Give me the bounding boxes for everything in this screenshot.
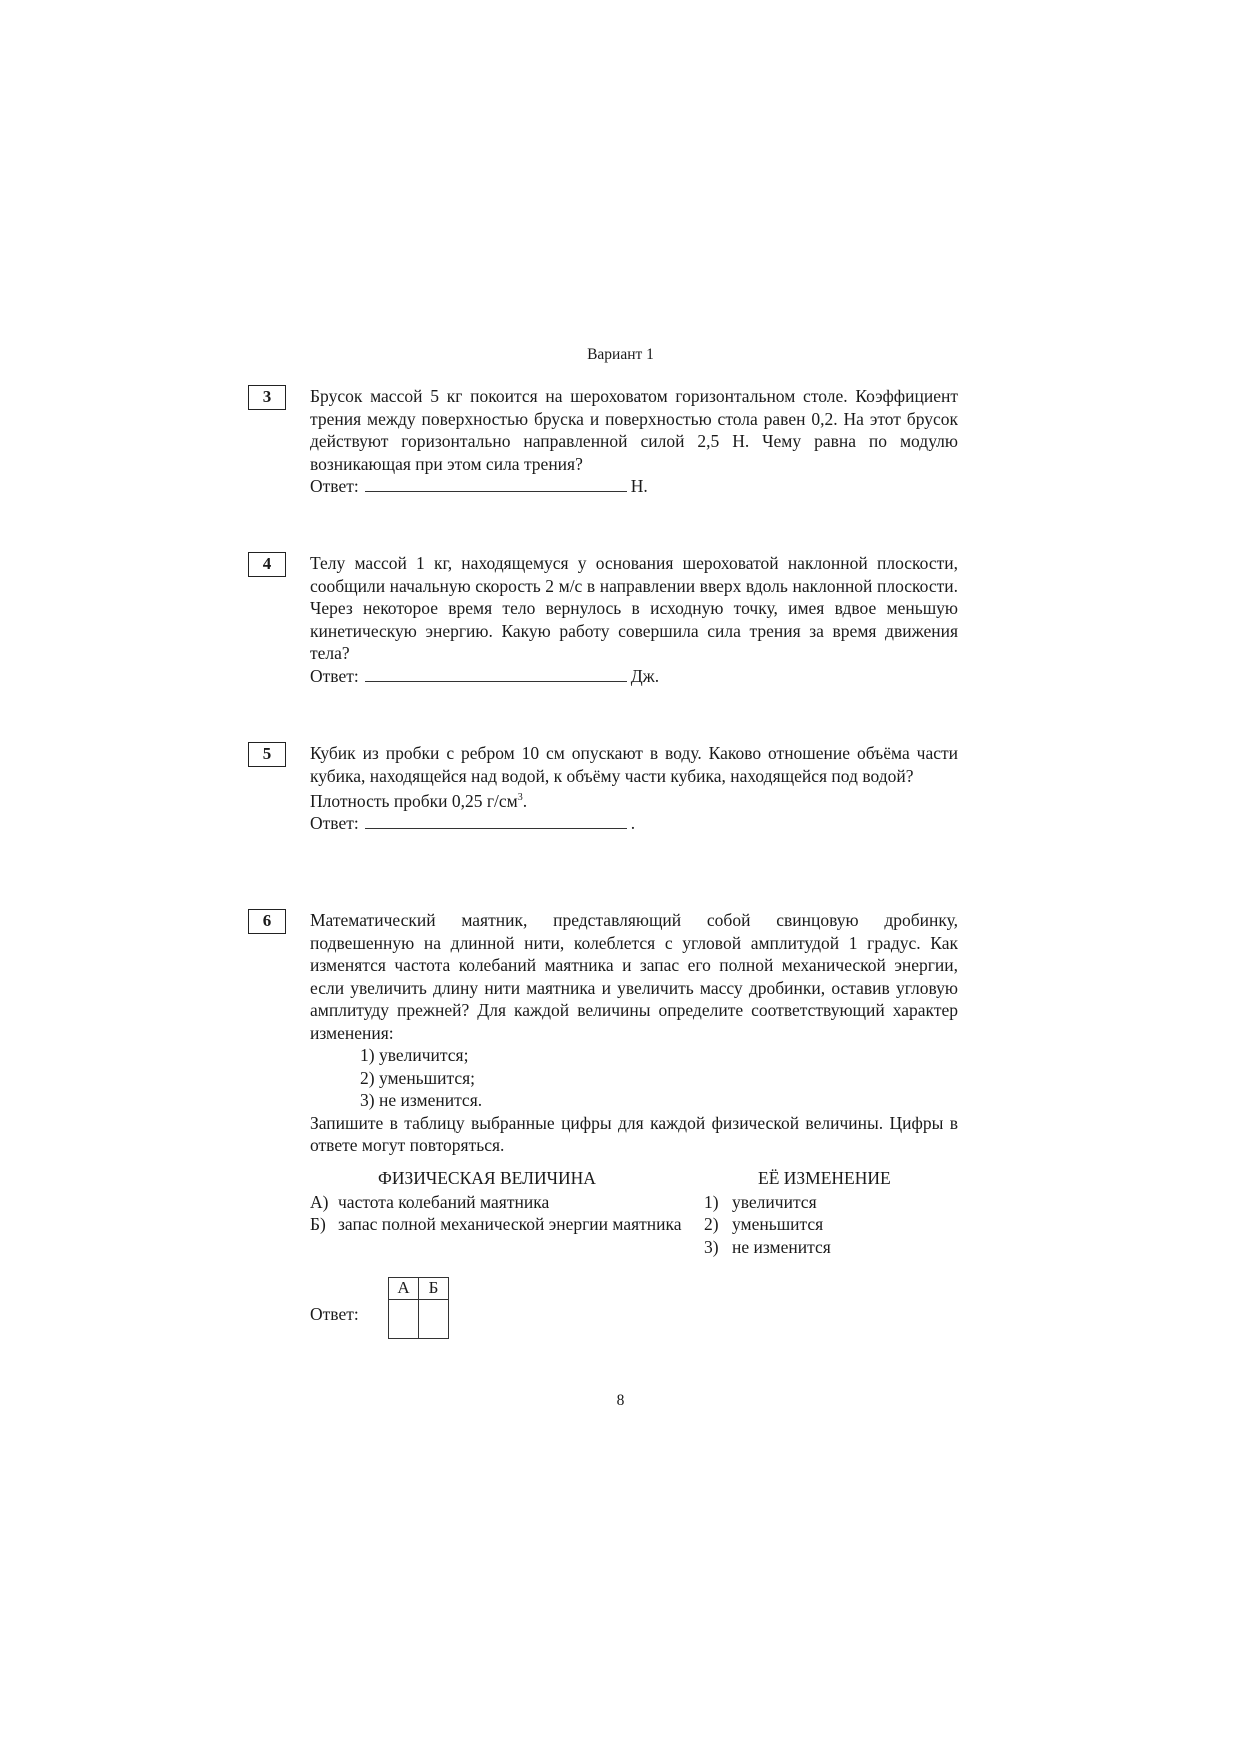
left-column-item (310, 1191, 692, 1214)
item-value: уменьшится (732, 1214, 824, 1234)
task-number: 5 (248, 742, 286, 767)
item-key: А) (310, 1191, 329, 1212)
item-key: 3) (704, 1236, 719, 1257)
task-text: Телу массой 1 кг, находящемуся у основания шероховатой наклонной плоскости, сообщили начальную скорость 2 м/с в направлении вверх вдоль наклонной плоскости. Через некоторое время тело вернулось в исходную точку, имея вдвое меньшую кинетическую энергию. Какую работу совершила сила трения за время движения тела? (310, 553, 958, 663)
right-column-item (704, 1191, 944, 1214)
answer-blank[interactable] (365, 812, 627, 829)
task-6 (248, 909, 958, 1349)
answer-table-header: Б (419, 1277, 449, 1299)
item-value: частота колебаний маятника (338, 1191, 550, 1212)
task-text: Брусок массой 5 кг покоится на шероховатом горизонтальном столе. Коэффициент трения между поверхностью бруска и поверхностью стола равен 0,2. На этот брусок действуют горизонтально направленной силой 2,5 Н. Чему равна по модулю возникающая при этом сила трения? (310, 386, 958, 474)
task-number: 6 (248, 909, 286, 934)
task-4 (248, 552, 958, 687)
answer-blank[interactable] (365, 665, 627, 682)
option-item: 2) уменьшится; (360, 1067, 476, 1088)
answer-label: Ответ: (310, 476, 359, 496)
task-text: Кубик из пробки с ребром 10 см опускают в воду. Каково отношение объёма части кубика, находящейся над водой, к объёму части кубика, находящейся под водой? (310, 743, 958, 786)
item-key: 1) (704, 1191, 719, 1212)
task-3 (248, 385, 958, 498)
item-key: Б) (310, 1214, 326, 1234)
answer-table-row (310, 1277, 958, 1349)
density-end: . (522, 790, 528, 811)
item-value: не изменится (732, 1236, 831, 1257)
option-item: 3) не изменится. (360, 1090, 483, 1110)
density-line (310, 787, 958, 812)
answer-cell-b[interactable] (419, 1299, 449, 1338)
task-5 (248, 742, 958, 835)
page-header: Вариант 1 (587, 346, 654, 363)
density-text: Плотность пробки 0,25 г/см (310, 790, 518, 811)
answer-unit: Н. (630, 476, 648, 496)
instruction-text: Запишите в таблицу выбранные цифры для каждой физической величины. Цифры в ответе могут повторяться. (310, 1112, 958, 1155)
left-column-list (310, 1191, 692, 1236)
task-number: 3 (248, 385, 286, 410)
density-exponent: 3 (517, 792, 523, 803)
right-column-list (704, 1191, 944, 1259)
answer-row (310, 665, 958, 688)
page-number: 8 (616, 1392, 625, 1409)
answer-label: Ответ: (310, 665, 359, 686)
answer-unit: Дж. (630, 665, 660, 686)
answer-blank[interactable] (365, 475, 627, 492)
task-text: Математический маятник, представляющий собой свинцовую дробинку, подвешенную на длинной нити, колеблется с угловой амплитудой 1 градус. Как изменятся частота колебаний маятника и запас его полной механической энергии, если увеличить длину нити маятника и увеличить массу дробинки, оставив угловую амплитуду прежней? Для каждой величины определите соответствующий характер изменения: (310, 910, 958, 1043)
answer-row (310, 812, 958, 835)
answer-table-header: А (389, 1277, 419, 1299)
answer-row (310, 475, 958, 498)
answer-cell-a[interactable] (389, 1299, 419, 1338)
right-column-header: ЕЁ ИЗМЕНЕНИЕ (758, 1167, 891, 1188)
option-item: 1) увеличится; (360, 1045, 469, 1065)
task-number: 4 (248, 552, 286, 577)
left-column-item (310, 1213, 692, 1236)
item-value: увеличится (732, 1191, 817, 1212)
answer-unit: . (630, 813, 636, 834)
left-column-header: ФИЗИЧЕСКАЯ ВЕЛИЧИНА (378, 1167, 596, 1188)
item-value: запас полной механической энергии маятника (338, 1214, 682, 1234)
answer-table (388, 1277, 449, 1339)
item-key: 2) (704, 1214, 719, 1234)
options-list (360, 1044, 958, 1112)
right-column-item (704, 1236, 944, 1259)
answer-label: Ответ: (310, 1303, 359, 1324)
matching-block (310, 1167, 958, 1263)
right-column-item (704, 1213, 944, 1236)
answer-label: Ответ: (310, 813, 359, 834)
